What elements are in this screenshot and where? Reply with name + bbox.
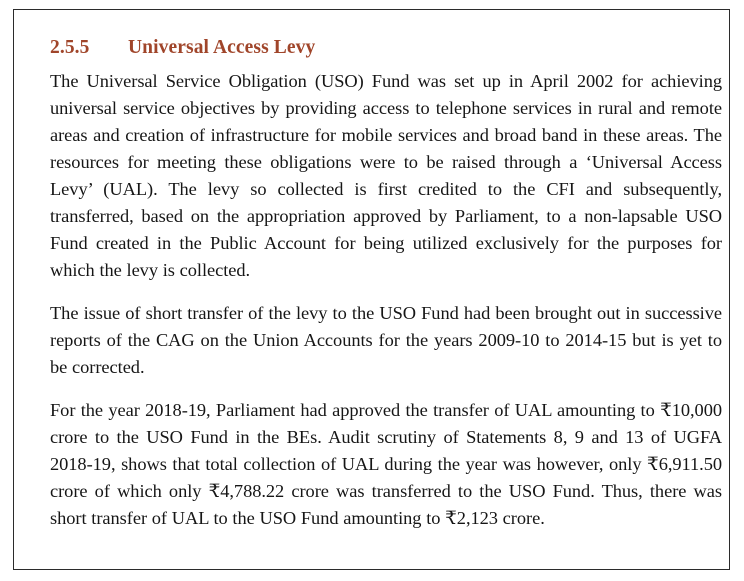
paragraph-uso-fund-background: The Universal Service Obligation (USO) Fund was set up in April 2002 for achieving universal service objectives by providing access to telephone services in rural and remote areas and creation of infrastructure for mobile services and broad band in these areas. The resources for meeting these obligations were to be raised through a ‘Universal Access Levy’ (UAL). The levy so collected is first credited to the CFI and subsequently, transferred, based on the appropriation approved by Parliament, to a non-lapsable USO Fund created in the Public Account for being utilized exclusively for the purposes for which the levy is collected.: [50, 71, 722, 281]
paragraph-short-transfer-history: The issue of short transfer of the levy to the USO Fund had been brought out in successive reports of the CAG on the Union Accounts for the years 2009-10 to 2014-15 but is yet to be corrected.: [50, 303, 722, 377]
section-title: Universal Access Levy: [128, 37, 316, 58]
section-heading: [50, 37, 722, 59]
section-number: 2.5.5: [50, 37, 90, 58]
page-content: [50, 37, 722, 532]
page-border-frame: [13, 9, 730, 570]
paragraph-2018-19-figures: For the year 2018-19, Parliament had approved the transfer of UAL amounting to ₹10,000 crore to the USO Fund in the BEs. Audit scrutiny of Statements 8, 9 and 13 of UGFA 2018-19, shows that total collection of UAL during the year was however, only ₹6,911.50 crore of which only ₹4,788.22 crore was transferred to the USO Fund. Thus, there was short transfer of UAL to the USO Fund amounting to ₹2,123 crore.: [50, 399, 722, 528]
